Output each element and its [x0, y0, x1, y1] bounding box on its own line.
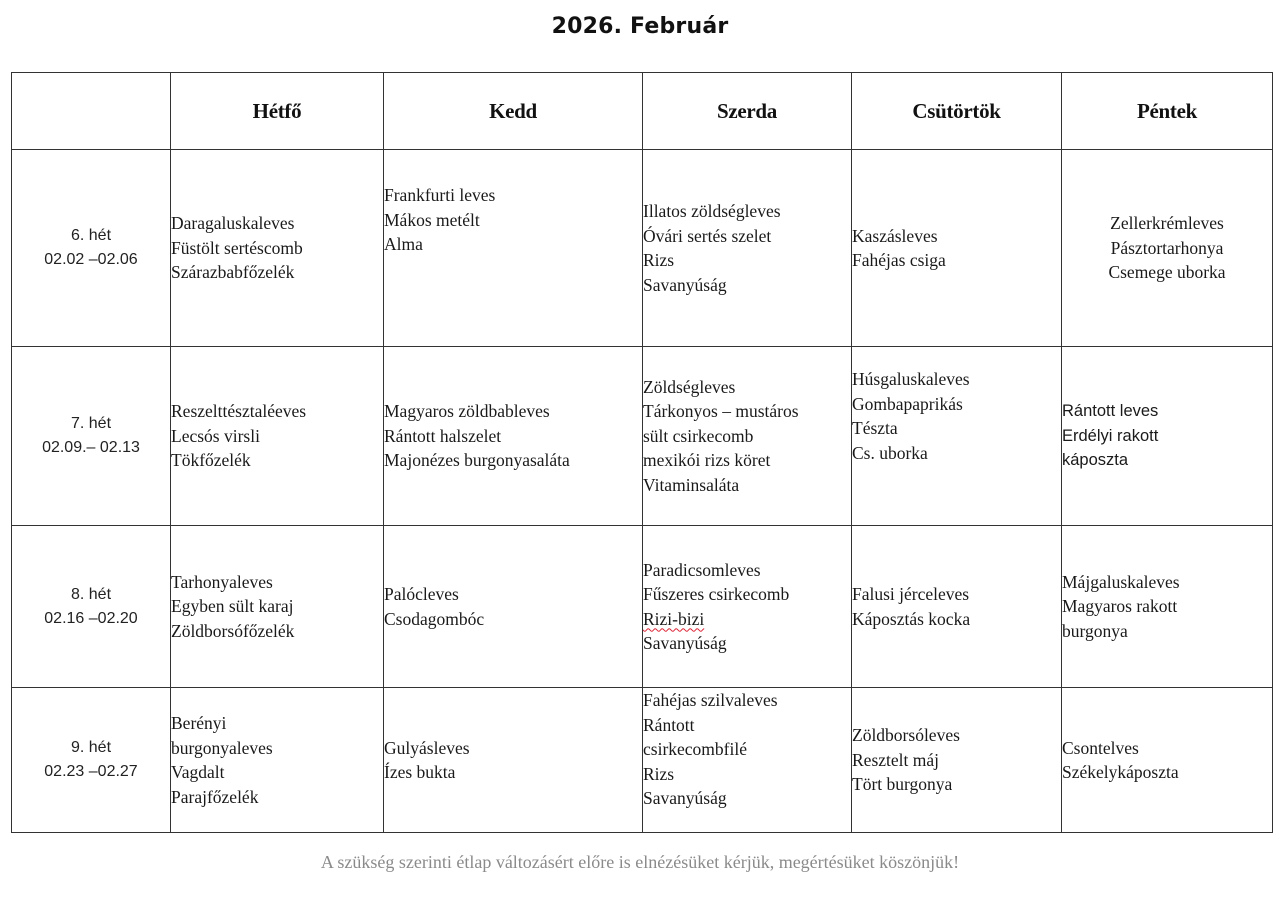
dish: sült csirkecomb [643, 425, 754, 446]
week-label: 6. hét [70, 227, 112, 244]
dish: Savanyúság [643, 788, 727, 808]
dish: Lecsós virsli [171, 425, 260, 446]
dish: Tárkonyos – mustáros [643, 401, 799, 422]
dish: burgonya [1062, 620, 1128, 641]
dish: Mákos metélt [384, 209, 480, 230]
dish: Rizs [643, 250, 675, 270]
dish: Tökfőzelék [171, 450, 251, 471]
spellcheck-flagged-word: Rizi-bizi [643, 608, 705, 629]
week-label: 7. hét [70, 415, 112, 432]
dish: Fahéjas csiga [852, 250, 946, 270]
tuesday-cell [384, 526, 643, 688]
dish: Füstölt sertéscomb [171, 237, 303, 258]
dish: Csontelves [1062, 737, 1139, 758]
monday-cell [171, 688, 384, 833]
thursday-cell [852, 150, 1062, 347]
dish: Falusi jérceleves [852, 584, 970, 604]
header-friday: Péntek [1062, 73, 1273, 150]
dish: Kaszásleves [852, 225, 938, 246]
week-cell [12, 526, 171, 688]
dish: Cs. uborka [852, 442, 928, 463]
dish: csirkecombfilé [643, 739, 747, 759]
dish: Savanyúság [643, 633, 727, 653]
wednesday-cell [643, 526, 852, 688]
dish: Székelykáposzta [1062, 762, 1179, 782]
dish: Fahéjas szilvaleves [643, 690, 778, 710]
week-label: 8. hét [70, 585, 112, 603]
friday-cell [1062, 688, 1273, 833]
wednesday-cell [643, 150, 852, 347]
dish: Magyaros zöldbableves [384, 401, 550, 422]
dish: Zöldborsóleves [852, 725, 960, 746]
week-cell [12, 150, 171, 347]
table-row-week-6 [12, 150, 1273, 347]
friday-cell [1062, 347, 1273, 526]
table-row-week-8 [12, 526, 1273, 688]
week-dates: 02.23 –02.27 [44, 763, 138, 780]
dish: Rántott [643, 714, 695, 735]
week-cell [12, 688, 171, 833]
header-tuesday: Kedd [384, 73, 643, 150]
dish: Majonézes burgonyasaláta [384, 450, 570, 471]
week-cell [12, 347, 171, 526]
dish: Káposztás kocka [852, 608, 971, 629]
dish: Resztelt máj [852, 749, 939, 770]
dish: Alma [384, 234, 423, 254]
dish: Daragaluskaleves [171, 213, 295, 234]
dish: Rántott halszelet [384, 425, 502, 446]
dish: Szárazbabfőzelék [171, 262, 295, 283]
dish: Zöldségleves [643, 376, 736, 397]
dish: mexikói rizs köret [643, 450, 771, 471]
week-dates: 02.16 –02.20 [44, 609, 138, 627]
dish: Májgaluskaleves [1062, 571, 1180, 592]
dish: Pásztortarhonya [1110, 237, 1224, 258]
dish: Gulyásleves [384, 737, 470, 758]
table-row-week-7 [12, 347, 1273, 526]
dish: Erdélyi rakott [1062, 426, 1159, 445]
weekly-menu-table [11, 72, 1273, 833]
header-monday: Hétfő [171, 73, 384, 150]
thursday-cell [852, 688, 1062, 833]
dish: Csodagombóc [384, 608, 485, 629]
thursday-cell [852, 526, 1062, 688]
wednesday-cell [643, 347, 852, 526]
dish: Vagdalt [171, 762, 225, 782]
dish: káposzta [1062, 451, 1129, 470]
page-title: 2026. Február [551, 14, 729, 39]
dish: Ízes bukta [384, 762, 456, 782]
dish: Egyben sült karaj [171, 596, 294, 617]
dish [643, 607, 851, 632]
wednesday-cell [643, 688, 852, 833]
monday-cell [171, 526, 384, 688]
dish: Óvári sertés szelet [643, 225, 772, 246]
header-row [12, 73, 1273, 150]
footer-note: A szükség szerinti étlap változásért előre is elnézésüket kérjük, megértésüket köszönjük! [320, 852, 960, 872]
tuesday-cell [384, 150, 643, 347]
dish: Zöldborsófőzelék [171, 620, 295, 641]
dish: Reszelttésztaléeves [171, 401, 307, 422]
dish: Rizs [643, 763, 675, 784]
tuesday-cell [384, 347, 643, 526]
dish: Fűszeres csirkecomb [643, 584, 790, 604]
dish: Palócleves [384, 584, 459, 604]
monday-cell [171, 150, 384, 347]
friday-cell [1062, 526, 1273, 688]
dish: Magyaros rakott [1062, 596, 1178, 617]
dish: Húsgaluskaleves [852, 369, 970, 389]
dish: Tarhonyaleves [171, 571, 273, 592]
dish: Tört burgonya [852, 774, 953, 795]
dish: Rántott leves [1062, 402, 1159, 421]
dish: Zellerkrémleves [1110, 213, 1224, 234]
dish: Berényi [171, 713, 227, 733]
thursday-cell [852, 347, 1062, 526]
dish: Vitaminsaláta [643, 474, 740, 495]
dish: Gombapaprikás [852, 393, 963, 414]
dish: Savanyúság [643, 274, 727, 295]
dish: Illatos zöldségleves [643, 201, 781, 221]
week-dates: 02.09.– 02.13 [42, 439, 140, 456]
dish: Parajfőzelék [171, 786, 259, 807]
tuesday-cell [384, 688, 643, 833]
dish: Paradicsomleves [643, 559, 761, 580]
table-row-week-9 [12, 688, 1273, 833]
monday-cell [171, 347, 384, 526]
header-thursday: Csütörtök [852, 73, 1062, 150]
dish: Tészta [852, 418, 898, 438]
dish: Csemege uborka [1108, 262, 1226, 283]
header-wednesday: Szerda [643, 73, 852, 150]
friday-cell [1062, 150, 1273, 347]
header-week-corner [12, 73, 171, 150]
week-label: 9. hét [70, 739, 112, 756]
dish: Frankfurti leves [384, 185, 496, 205]
week-dates: 02.02 –02.06 [44, 251, 138, 268]
dish: burgonyaleves [171, 737, 273, 758]
